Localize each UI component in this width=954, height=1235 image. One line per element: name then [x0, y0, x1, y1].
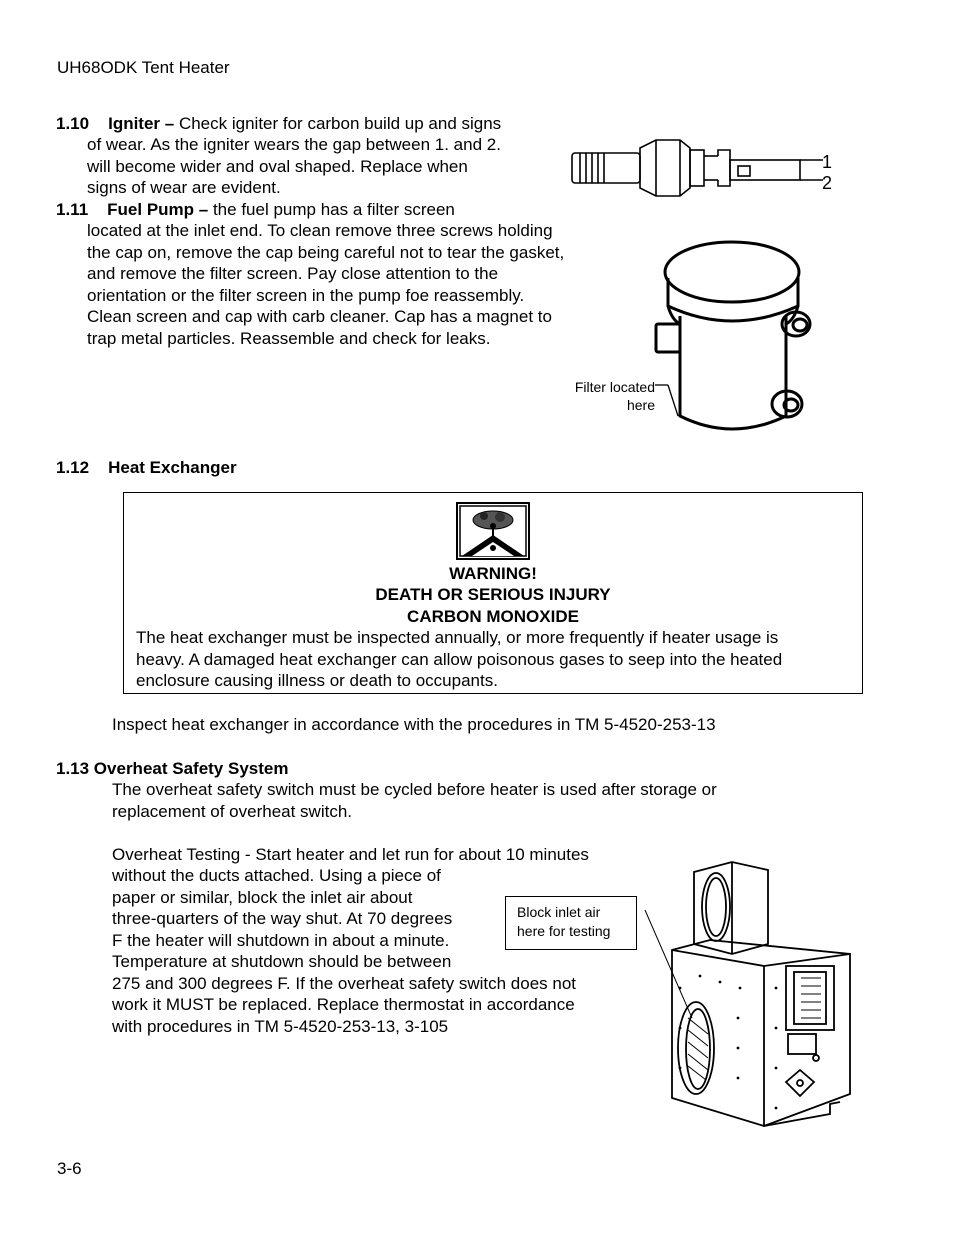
- body-line: of wear. As the igniter wears the gap between 1. and 2.: [87, 135, 501, 154]
- body-line: and remove the filter screen. Pay close attention to the: [87, 264, 499, 283]
- body-line: located at the inlet end. To clean remove three screws holding: [87, 221, 553, 240]
- section-1-12-number: 1.12: [56, 458, 90, 477]
- body-line: Clean screen and cap with carb cleaner. Cap has a magnet to: [87, 307, 552, 326]
- igniter-label-1: 1: [822, 152, 833, 172]
- body-line: the cap on, remove the cap being careful not to tear the gasket,: [87, 243, 565, 262]
- filter-callout-line-1: Filter located: [574, 379, 655, 395]
- body-line: will become wider and oval shaped. Replace when: [87, 157, 468, 176]
- section-1-10-heading: Igniter –: [108, 114, 175, 133]
- page-header: UH68ODK Tent Heater: [57, 58, 230, 77]
- body-line: Temperature at shutdown should be between: [112, 952, 452, 971]
- section-1-11-number: 1.11: [56, 200, 89, 219]
- section-1-11-first-line: [56, 199, 455, 220]
- warning-box: [123, 492, 863, 694]
- inspect-instruction: Inspect heat exchanger in accordance with the procedures in TM 5-4520-253-13: [112, 715, 716, 734]
- body-line: work it MUST be replaced. Replace thermostat in accordance: [112, 995, 575, 1014]
- section-1-13-heading: 1.13 Overheat Safety System: [56, 759, 289, 778]
- warning-title: WARNING!: [449, 564, 537, 583]
- section-1-10-number: 1.10: [56, 114, 90, 133]
- inlet-callout-line-2: here for testing: [517, 923, 611, 939]
- page-number: 3-6: [57, 1159, 82, 1178]
- warning-subtitle: DEATH OR SERIOUS INJURY: [375, 585, 611, 604]
- inlet-callout-line-1: Block inlet air: [517, 904, 601, 920]
- filter-callout-line-2: here: [626, 397, 655, 413]
- section-1-11-heading: Fuel Pump –: [107, 200, 209, 219]
- body-line: three-quarters of the way shut. At 70 degrees: [112, 909, 453, 928]
- body-line: F the heater will shutdown in about a minute.: [112, 931, 450, 950]
- body-line: signs of wear are evident.: [87, 178, 281, 197]
- body-line: orientation or the filter screen in the pump foe reassembly.: [87, 286, 525, 305]
- body-line: The overheat safety switch must be cycled before heater is used after storage or: [112, 780, 717, 799]
- warning-hazard: CARBON MONOXIDE: [407, 607, 579, 626]
- body-line: Overheat Testing - Start heater and let run for about 10 minutes: [112, 845, 589, 864]
- body-line: replacement of overheat switch.: [112, 802, 353, 821]
- igniter-label-2: 2: [822, 173, 833, 193]
- filter-callout: [545, 378, 655, 414]
- fuel-pump-figure: [650, 232, 820, 446]
- inlet-callout-box: [505, 896, 637, 950]
- section-1-12-heading: Heat Exchanger: [108, 458, 237, 477]
- body-line: paper or similar, block the inlet air about: [112, 888, 413, 907]
- warning-body-line: enclosure causing illness or death to occupants.: [136, 671, 498, 690]
- section-1-10-text: Check igniter for carbon build up and signs: [174, 114, 502, 133]
- body-line: trap metal particles. Reassemble and check for leaks.: [87, 329, 491, 348]
- section-1-11-text: the fuel pump has a filter screen: [208, 200, 455, 219]
- body-line: 275 and 300 degrees F. If the overheat safety switch does not: [112, 974, 577, 993]
- body-line: without the ducts attached. Using a piece of: [112, 866, 441, 885]
- igniter-figure: [568, 136, 848, 200]
- warning-body-line: heavy. A damaged heat exchanger can allow poisonous gases to seep into the heated: [136, 650, 783, 669]
- carbon-monoxide-hazard-icon: [456, 502, 530, 560]
- section-1-10-first-line: [56, 113, 501, 134]
- section-1-12-heading-line: [56, 457, 237, 478]
- warning-body-line: The heat exchanger must be inspected annually, or more frequently if heater usage is: [136, 628, 779, 647]
- body-line: with procedures in TM 5-4520-253-13, 3-105: [112, 1017, 449, 1036]
- heater-unit-figure: [640, 858, 854, 1134]
